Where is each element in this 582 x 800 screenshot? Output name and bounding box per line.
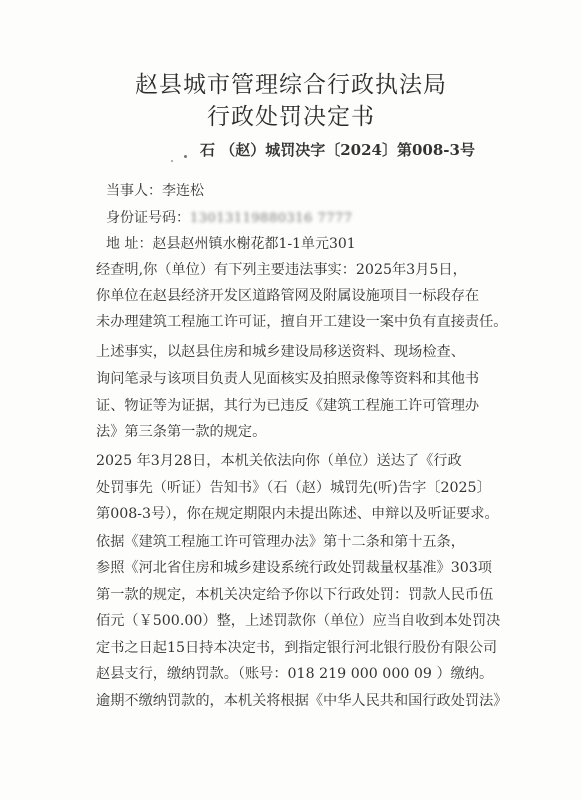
body-line: 法》第三条第一款的规定。 <box>96 424 267 440</box>
scan-speck <box>171 160 173 162</box>
body-line: 参照《河北省住房和城乡建设系统行政处罚裁量权基准》303项 <box>96 560 492 576</box>
body-line: 赵县支行，缴纳罚款。（账号：018 219 000 000 09 ）缴纳。 <box>96 666 494 682</box>
party-address-label: 地 址： <box>106 236 153 252</box>
body-line: 2025 年3月28日，本机关依法向你（单位）送达了《行政 <box>96 453 462 469</box>
body-line: 上述事实，以赵县住房和城乡建设局移送资料、现场检查、 <box>96 344 465 360</box>
body-line: 证、物证等为证据，其行为已违反《建筑工程施工许可管理办 <box>96 398 480 414</box>
body-line: 你单位在赵县经济开发区道路管网及附属设施项目一标段存在 <box>96 288 480 304</box>
party-id-label: 身份证号码： <box>106 210 190 226</box>
party-name-value: 李连松 <box>162 183 204 199</box>
body-line: 处罚事先（听证）告知书》（石（赵）城罚先(听)告字〔2025〕 <box>96 480 491 496</box>
party-name-label: 当事人： <box>106 183 162 199</box>
party-name-row <box>106 180 204 200</box>
party-address-value: 赵县赵州镇水榭花都1-1单元301 <box>152 236 356 252</box>
document-title-type: 行政处罚决定书 <box>207 104 375 130</box>
body-line: 经查明,你（单位）有下列主要违法事实：2025年3月5日， <box>96 262 467 278</box>
party-address-row <box>106 233 356 253</box>
body-line: 第008-3号），你在规定期限内未提出陈述、申辩以及听证要求。 <box>96 506 499 522</box>
body-line: 逾期不缴纳罚款的，本机关将根据《中华人民共和国行政处罚法》 <box>96 693 508 709</box>
body-line: 询问笔录与该项目负责人见面核实及拍照录像等资料和其他书 <box>96 371 480 387</box>
document-number: 石 （赵）城罚决字〔2024〕第008-3号 <box>200 141 475 159</box>
body-line: 定书之日起15日持本决定书，到指定银行河北银行股份有限公司 <box>96 640 498 656</box>
party-id-value-redacted: 13013119880316 7777 <box>190 211 353 226</box>
scan-speck <box>184 155 187 158</box>
party-id-row <box>106 207 353 227</box>
body-line: 佰元（￥500.00）整，上述罚款你（单位）应当自收到本处罚决 <box>96 613 501 629</box>
document-title-agency: 赵县城市管理综合行政执法局 <box>135 72 447 98</box>
body-line: 未办理建筑工程施工许可证，擅自开工建设一案中负有直接责任。 <box>96 314 508 330</box>
body-line: 依据《建筑工程施工许可管理办法》第十二条和第十五条， <box>96 534 465 550</box>
body-line: 第一款的规定，本机关决定给予你以下行政处罚：罚款人民币伍 <box>96 587 494 603</box>
